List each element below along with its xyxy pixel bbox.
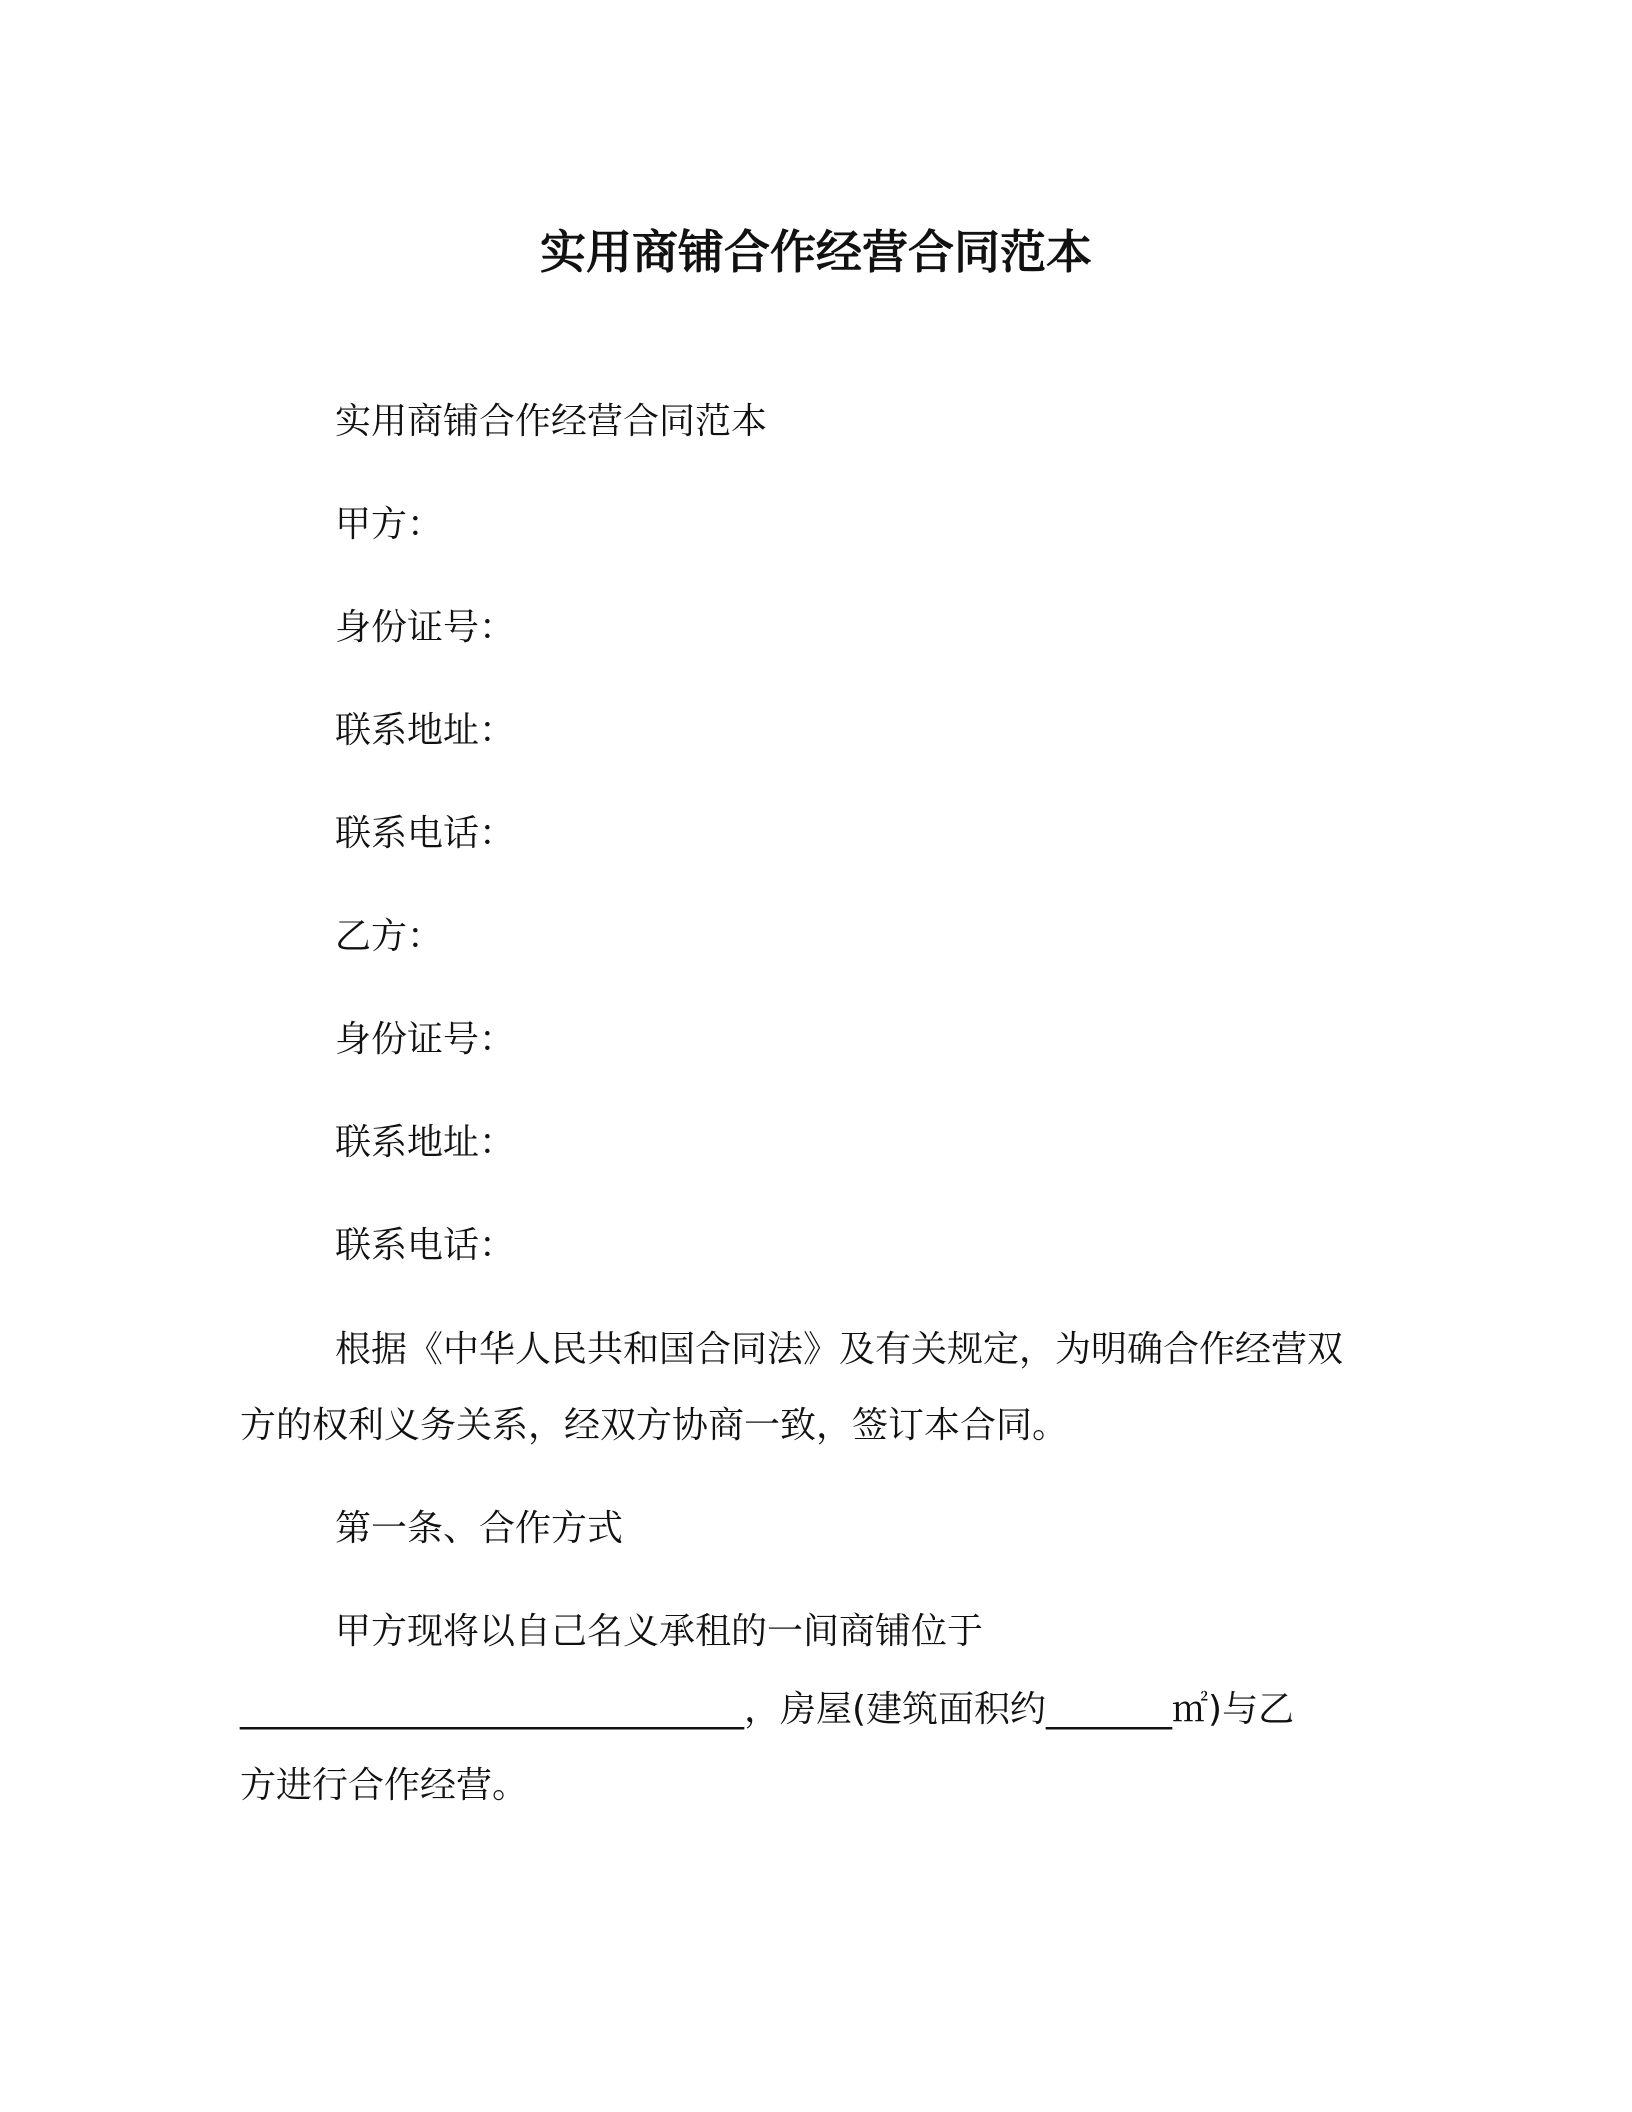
party-a-phone-label: 联系电话： bbox=[335, 813, 516, 854]
article-1-line-3: 方进行合作经营。 bbox=[240, 1765, 529, 1806]
document-subtitle: 实用商铺合作经营合同范本 bbox=[335, 401, 768, 442]
preamble-line-2: 方的权利义务关系，经双方协商一致，签订本合同。 bbox=[240, 1405, 1069, 1446]
preamble-line-1: 根据《中华人民共和国合同法》及有关规定，为明确合作经营双 bbox=[335, 1329, 1344, 1370]
party-b-address-label: 联系地址： bbox=[335, 1122, 516, 1163]
party-b-label: 乙方： bbox=[335, 916, 444, 957]
party-a-address-label: 联系地址： bbox=[335, 710, 516, 751]
party-b-phone-label: 联系电话： bbox=[335, 1225, 516, 1266]
article-1-line-2: ____________________________，房屋(建筑面积约_______㎡)与乙 bbox=[240, 1689, 1295, 1730]
article-1-heading: 第一条、合作方式 bbox=[335, 1508, 624, 1549]
party-b-id-label: 身份证号： bbox=[335, 1019, 516, 1060]
document-title: 实用商铺合作经营合同范本 bbox=[540, 225, 1092, 279]
article-1-line-1: 甲方现将以自己名义承租的一间商铺位于 bbox=[335, 1611, 984, 1652]
party-a-id-label: 身份证号： bbox=[335, 607, 516, 648]
party-a-label: 甲方： bbox=[335, 504, 444, 545]
